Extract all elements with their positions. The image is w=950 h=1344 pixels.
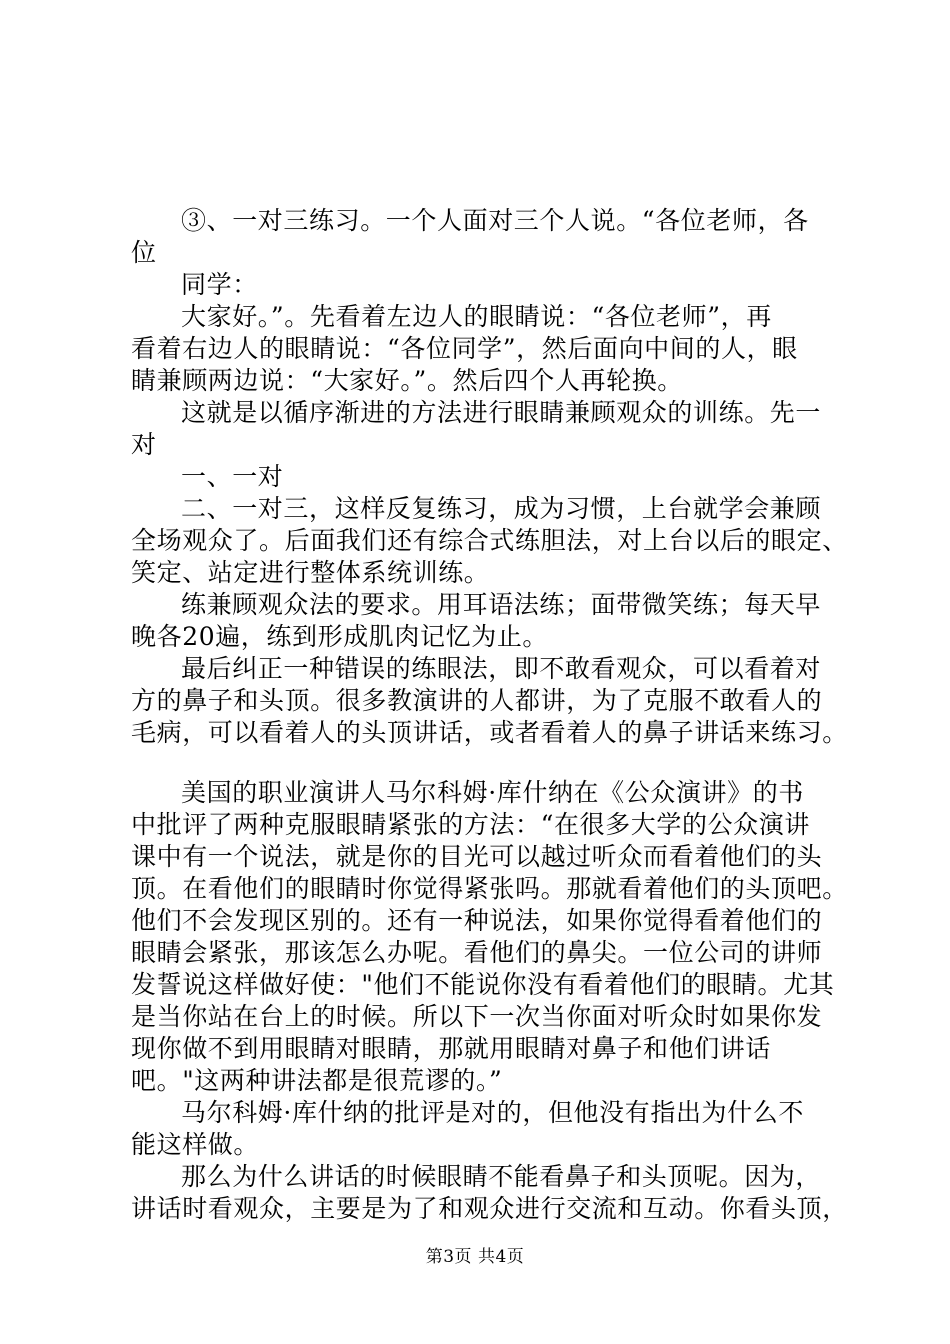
text-line: 他们不会发现区别的。还有一种说法，如果你觉得看着他们的 [131, 906, 823, 935]
text-line: 一、一对 [181, 462, 284, 491]
text-line: 是当你站在台上的时候。所以下一次当你面对听众时如果你发 [131, 1002, 823, 1031]
text-line: 位 [131, 238, 157, 267]
text-line: 课中有一个说法，就是你的目光可以越过听众而看着他们的头 [131, 842, 823, 871]
text-line: 最后纠正一种错误的练眼法，即不敢看观众，可以看着对 [181, 654, 822, 683]
text-line: 毛病，可以看着人的头顶讲话，或者看着人的鼻子讲话来练习。 [131, 718, 848, 747]
text-line: ③、一对三练习。一个人面对三个人说。“各位老师，各 [181, 206, 809, 235]
text-line: 那么为什么讲话的时候眼睛不能看鼻子和头顶呢。因为， [181, 1162, 822, 1191]
text-line: 同学： [181, 270, 258, 299]
page-number: 第3页 共4页 [425, 1247, 525, 1267]
text-line: 晚各20遍，练到形成肌肉记忆为止。 [131, 622, 549, 651]
text-line: 能这样做。 [131, 1130, 260, 1159]
text-line: 讲话时看观众，主要是为了和观众进行交流和互动。你看头顶， [131, 1194, 848, 1223]
document-body [131, 205, 848, 1225]
text-line: 大家好。”。先看着左边人的眼睛说：“各位老师”，再 [181, 302, 772, 331]
text-line: 马尔科姆·库什纳的批评是对的，但他没有指出为什么不 [181, 1098, 804, 1127]
text-line: 吧。"这两种讲法都是很荒谬的。” [131, 1066, 503, 1095]
text-line: 看着右边人的眼睛说：“各位同学”，然后面向中间的人，眼 [131, 334, 798, 363]
text-line: 眼睛会紧张，那该怎么办呢。看他们的鼻尖。一位公司的讲师 [131, 938, 823, 967]
text-line: 笑定、站定进行整体系统训练。 [131, 558, 490, 587]
text-line: 二、一对三，这样反复练习，成为习惯，上台就学会兼顾 [181, 494, 822, 523]
text-line: 顶。在看他们的眼睛时你觉得紧张吗。那就看着他们的头顶吧。 [131, 874, 848, 903]
text-line: 练兼顾观众法的要求。用耳语法练；面带微笑练；每天早 [181, 590, 822, 619]
text-line: 发誓说这样做好使："他们不能说你没有看着他们的眼睛。尤其 [131, 970, 835, 999]
paragraph-gap [131, 749, 833, 777]
text-line: 这就是以循序渐进的方法进行眼睛兼顾观众的训练。先一 [181, 398, 822, 427]
text-line: 全场观众了。后面我们还有综合式练胆法，对上台以后的眼定、 [131, 526, 848, 555]
text-line: 中批评了两种克服眼睛紧张的方法：“在很多大学的公众演讲 [131, 810, 810, 839]
text-line: 睛兼顾两边说：“大家好。”。然后四个人再轮换。 [131, 366, 683, 395]
text-line: 现你做不到用眼睛对眼睛，那就用眼睛对鼻子和他们讲话 [131, 1034, 772, 1063]
text-line: 方的鼻子和头顶。很多教演讲的人都讲，为了克服不敢看人的 [131, 686, 823, 715]
text-line: 对 [131, 430, 157, 459]
text-line: 美国的职业演讲人马尔科姆·库什纳在《公众演讲》的书 [181, 778, 804, 807]
